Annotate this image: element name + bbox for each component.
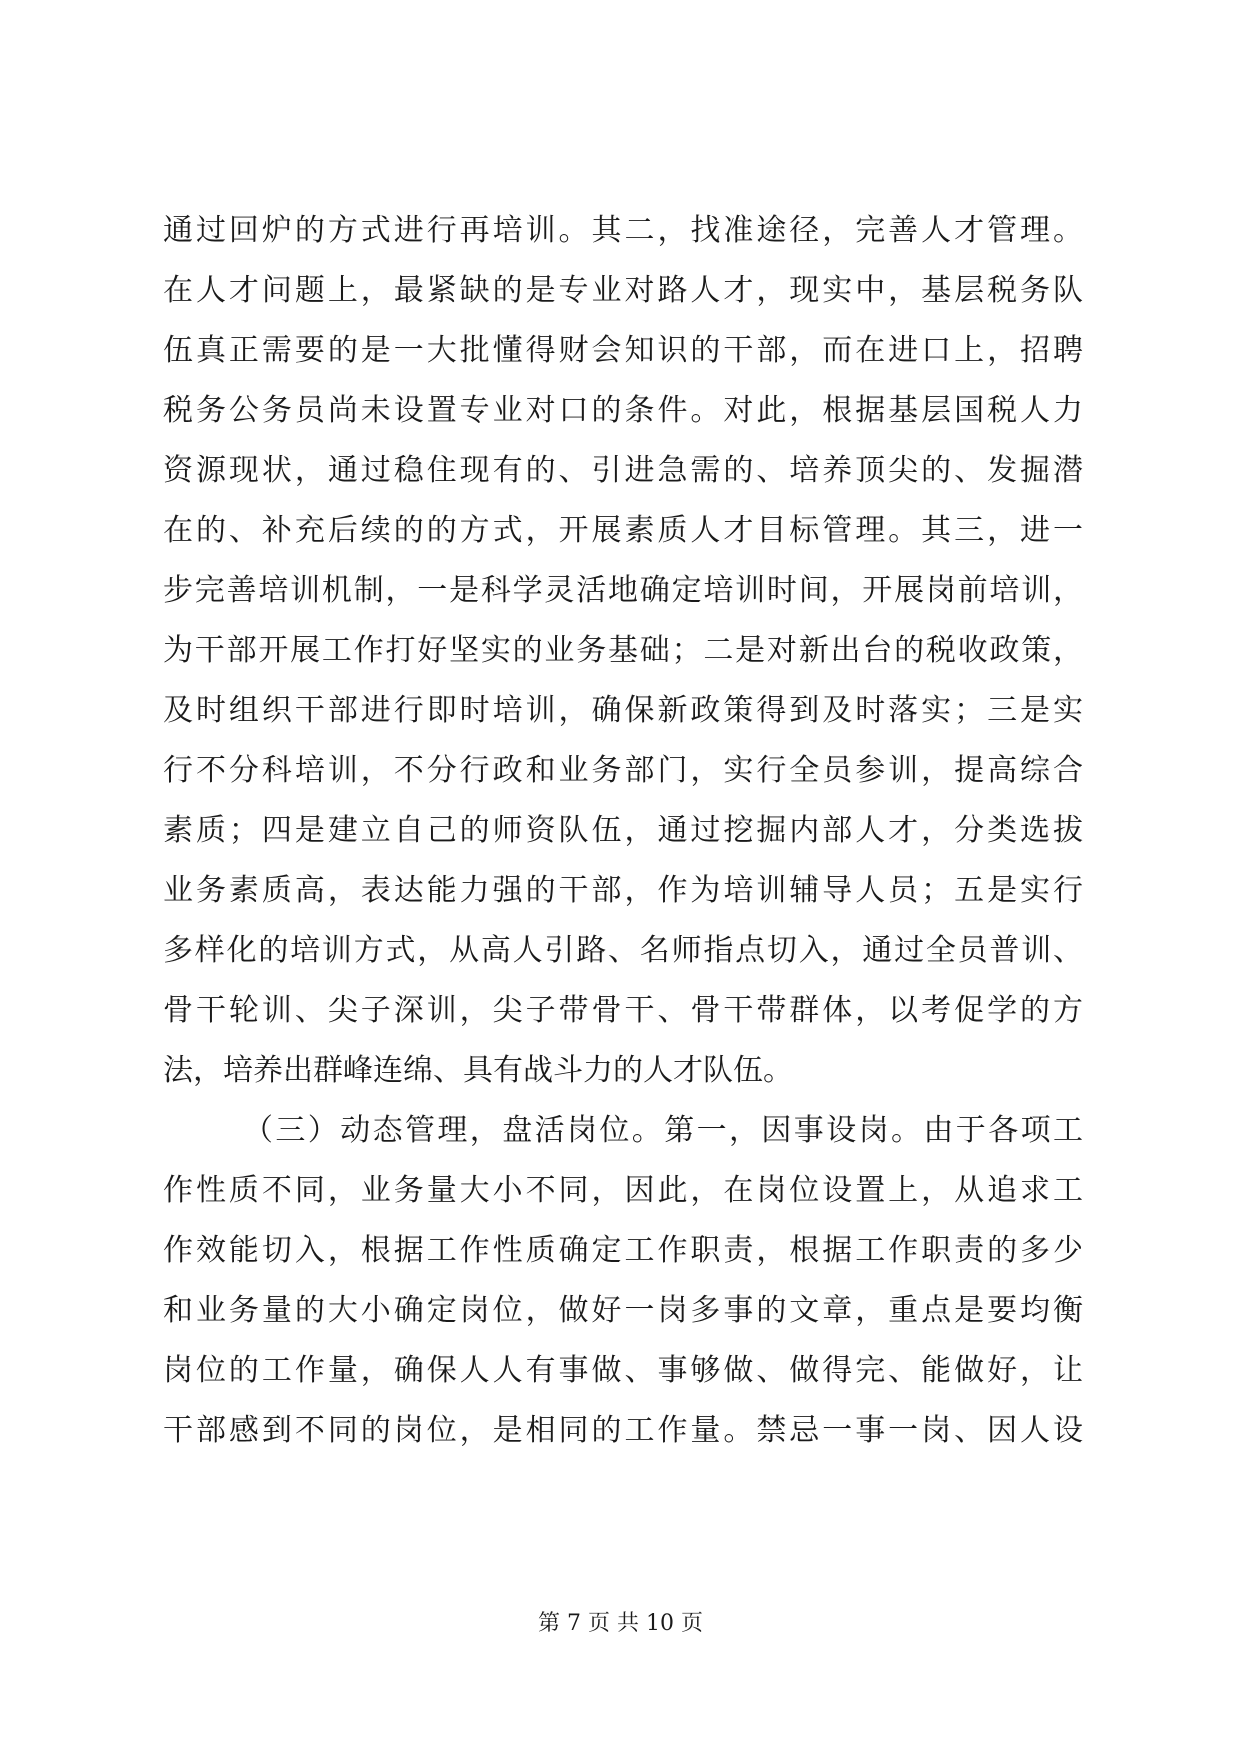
text-line: 多样化的培训方式，从高人引路、名师指点切入，通过全员普训、 bbox=[163, 933, 1083, 968]
text-line: 在的、补充后续的的方式，开展素质人才目标管理。其三，进一 bbox=[163, 513, 1083, 548]
text-line: 资源现状，通过稳住现有的、引进急需的、培养顶尖的、发掘潜 bbox=[163, 453, 1083, 488]
text-line: 法，培养出群峰连绵、具有战斗力的人才队伍。 bbox=[163, 1053, 793, 1088]
text-line: 伍真正需要的是一大批懂得财会知识的干部，而在进口上，招聘 bbox=[163, 333, 1083, 368]
text-line: 作效能切入，根据工作性质确定工作职责，根据工作职责的多少 bbox=[163, 1233, 1083, 1268]
text-line: 和业务量的大小确定岗位，做好一岗多事的文章，重点是要均衡 bbox=[163, 1293, 1083, 1328]
text-line: 岗位的工作量，确保人人有事做、事够做、做得完、能做好，让 bbox=[163, 1353, 1083, 1388]
text-line: 在人才问题上，最紧缺的是专业对路人才，现实中，基层税务队 bbox=[163, 273, 1083, 308]
text-line: 业务素质高，表达能力强的干部，作为培训辅导人员；五是实行 bbox=[163, 873, 1083, 908]
text-line: 骨干轮训、尖子深训，尖子带骨干、骨干带群体，以考促学的方 bbox=[163, 993, 1083, 1028]
text-line: 及时组织干部进行即时培训，确保新政策得到及时落实；三是实 bbox=[163, 693, 1083, 728]
text-line: 素质；四是建立自己的师资队伍，通过挖掘内部人才，分类选拔 bbox=[163, 813, 1083, 848]
body-text bbox=[163, 201, 1083, 1461]
text-line: 通过回炉的方式进行再培训。其二，找准途径，完善人才管理。 bbox=[163, 213, 1083, 248]
page-number-footer: 第 7 页 共 10 页 bbox=[538, 1611, 703, 1636]
text-line: 作性质不同，业务量大小不同，因此，在岗位设置上，从追求工 bbox=[163, 1173, 1083, 1208]
text-line: （三）动态管理，盘活岗位。第一，因事设岗。由于各项工 bbox=[243, 1113, 1083, 1148]
text-line: 税务公务员尚未设置专业对口的条件。对此，根据基层国税人力 bbox=[163, 393, 1083, 428]
text-line: 步完善培训机制，一是科学灵活地确定培训时间，开展岗前培训， bbox=[163, 573, 1083, 608]
text-line: 行不分科培训，不分行政和业务部门，实行全员参训，提高综合 bbox=[163, 753, 1083, 788]
text-line: 干部感到不同的岗位，是相同的工作量。禁忌一事一岗、因人设 bbox=[163, 1413, 1083, 1448]
text-line: 为干部开展工作打好坚实的业务基础；二是对新出台的税收政策， bbox=[163, 633, 1083, 668]
